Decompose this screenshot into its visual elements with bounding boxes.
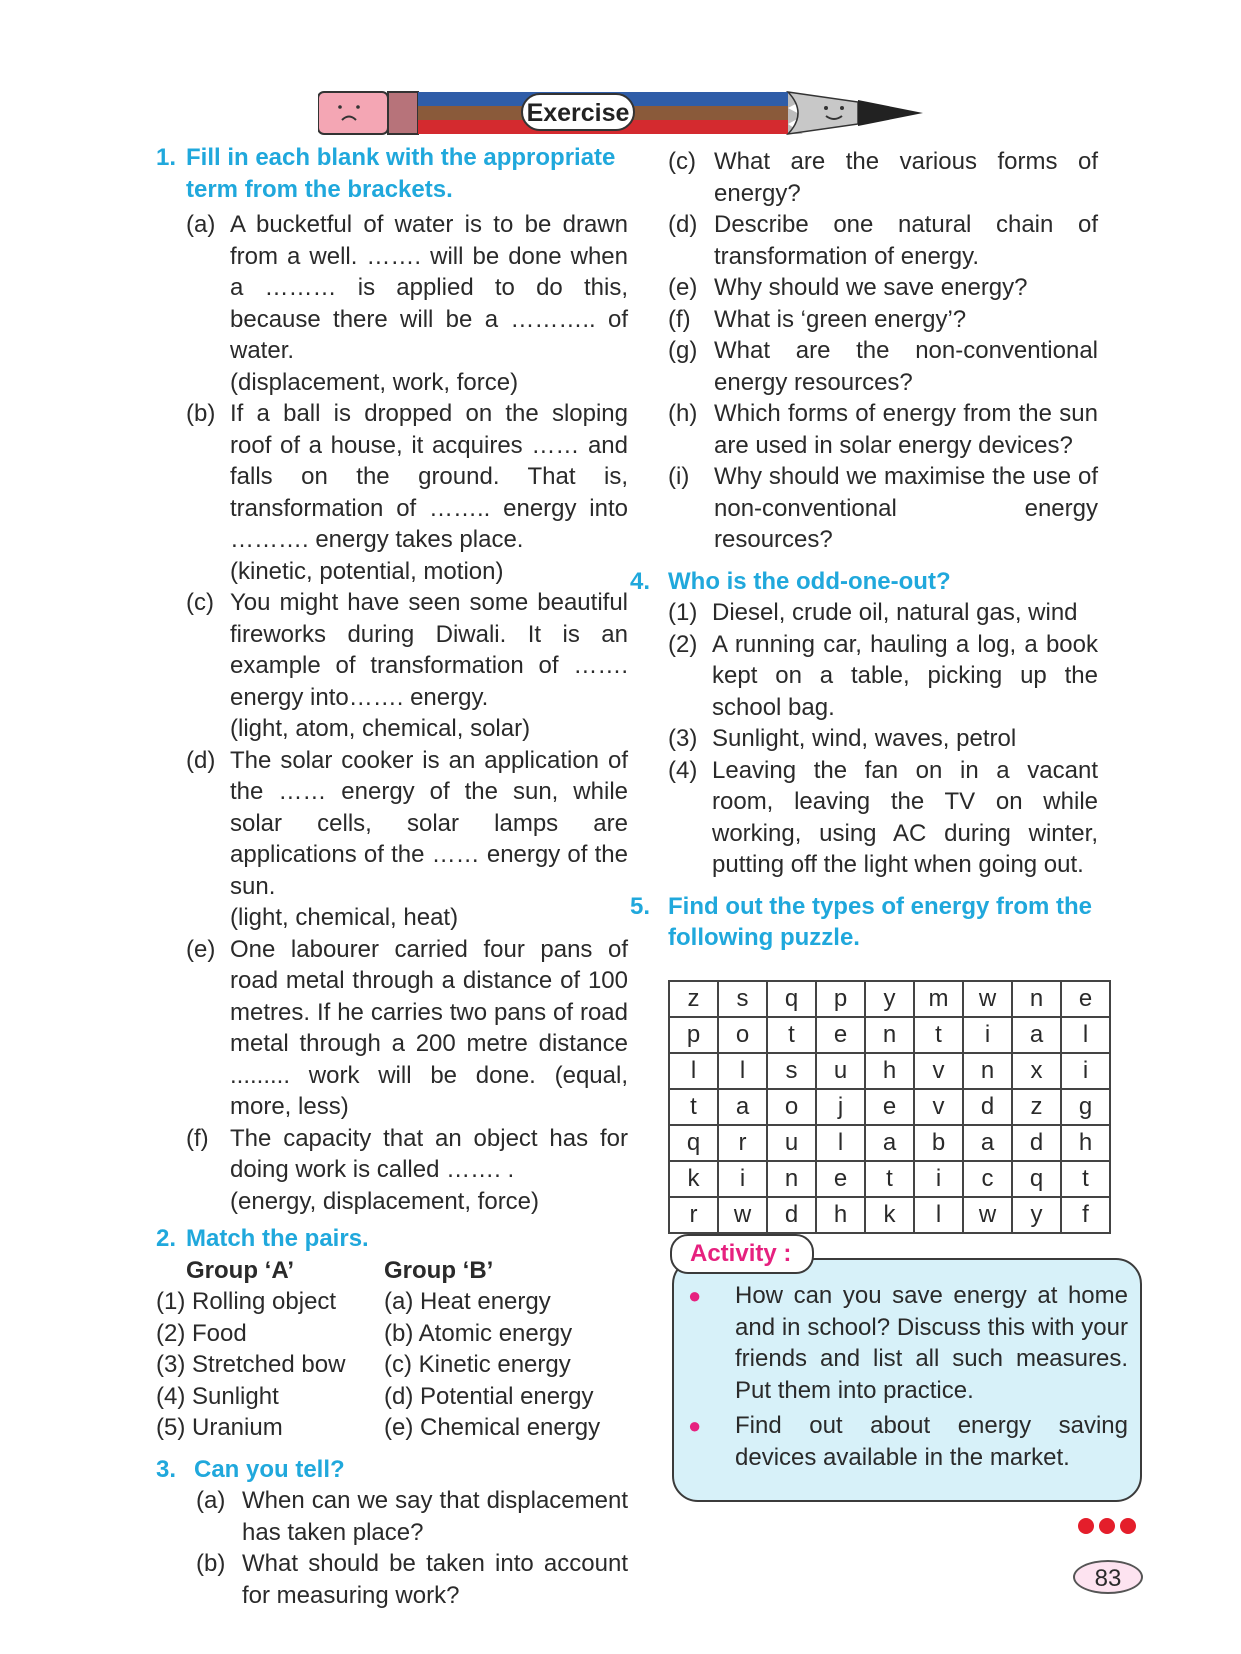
item-text: A bucketful of water is to be drawn from a well. ……. will be done when a ……… is applied to do this, because there will be a ……….. of water. (230, 211, 628, 364)
puzzle-row (669, 1017, 1110, 1053)
puzzle-cell: e (816, 1161, 865, 1197)
question-1-item (186, 1123, 628, 1218)
pencil-header-graphic (318, 88, 990, 138)
item-body (230, 934, 628, 1123)
item-label: (c) (186, 589, 214, 616)
question-3-item (668, 304, 1098, 336)
activity-item (688, 1280, 1128, 1406)
puzzle-cell: a (718, 1089, 767, 1125)
question-3-item (196, 1548, 628, 1611)
puzzle-cell: e (1061, 981, 1110, 1017)
puzzle-cell: l (816, 1125, 865, 1161)
item-text: Why should we maximise the use of non-conventional energy resources? (714, 463, 1098, 553)
item-text: Sunlight, wind, waves, petrol (712, 725, 1017, 752)
puzzle-row (669, 1161, 1110, 1197)
puzzle-cell: g (1061, 1089, 1110, 1125)
puzzle-cell: u (816, 1053, 865, 1089)
puzzle-cell: h (816, 1197, 865, 1233)
activity-text: How can you save energy at home and in school? Discuss this with your friends and list all such measures. Put them into practice. (735, 1282, 1128, 1404)
puzzle-cell: s (767, 1053, 816, 1089)
puzzle-cell: l (718, 1053, 767, 1089)
question-3-heading: 3. Can you tell? (156, 1455, 345, 1483)
exercise-title: Exercise (526, 99, 630, 127)
puzzle-cell: a (963, 1125, 1012, 1161)
question-5-heading: 5. Find out the types of energy from the following puzzle. (630, 892, 1093, 951)
puzzle-cell: v (914, 1089, 963, 1125)
puzzle-cell: i (718, 1161, 767, 1197)
activity-text: Find out about energy saving devices available in the market. (735, 1412, 1128, 1471)
group-a-header: Group ‘A’ (186, 1256, 294, 1284)
item-body (230, 398, 628, 587)
group-b-item: (e) Chemical energy (384, 1414, 601, 1441)
question-4-items (668, 597, 1098, 881)
item-body (230, 209, 628, 398)
puzzle-cell: x (1012, 1053, 1061, 1089)
puzzle-cell: n (767, 1161, 816, 1197)
puzzle-cell: t (767, 1017, 816, 1053)
word-puzzle-grid (668, 980, 1111, 1234)
group-b-item: (d) Potential energy (384, 1382, 594, 1410)
puzzle-cell: l (669, 1053, 718, 1089)
puzzle-cell: r (718, 1125, 767, 1161)
puzzle-cell: d (1012, 1125, 1061, 1161)
question-4-item (668, 755, 1098, 881)
puzzle-cell: z (1012, 1089, 1061, 1125)
puzzle-cell: w (963, 1197, 1012, 1233)
item-label: (a) (186, 211, 216, 238)
puzzle-cell: m (914, 981, 963, 1017)
puzzle-cell: i (914, 1161, 963, 1197)
puzzle-cell: t (669, 1089, 718, 1125)
dot-icon (1099, 1518, 1115, 1534)
puzzle-cell: l (914, 1197, 963, 1233)
item-options: (kinetic, potential, motion) (230, 557, 504, 585)
puzzle-cell: t (865, 1161, 914, 1197)
question-4-item (668, 723, 1098, 755)
puzzle-cell: t (914, 1017, 963, 1053)
item-label: (3) (668, 725, 698, 752)
left-column (156, 142, 628, 1611)
group-a-item: (4) Sunlight (156, 1382, 279, 1410)
puzzle-row (669, 1125, 1110, 1161)
question-3-items-left (196, 1485, 628, 1611)
item-body (230, 587, 628, 745)
puzzle-cell: q (1012, 1161, 1061, 1197)
item-label: (f) (668, 305, 691, 333)
group-b-header: Group ‘B’ (384, 1256, 494, 1284)
group-b-item: (b) Atomic energy (384, 1319, 573, 1347)
bullet-icon: ● (688, 1413, 702, 1438)
puzzle-cell: q (767, 981, 816, 1017)
question-2-heading: 2. Match the pairs. (156, 1225, 369, 1252)
item-label: (2) (668, 630, 698, 658)
item-text: What are the various forms of energy? (714, 148, 1098, 207)
item-options: (light, chemical, heat) (230, 904, 459, 931)
puzzle-cell: e (816, 1017, 865, 1053)
puzzle-row (669, 1089, 1110, 1125)
puzzle-cell: w (718, 1197, 767, 1233)
question-1-item (186, 398, 628, 587)
question-3-item (668, 335, 1098, 398)
question-1-item (186, 934, 628, 1123)
item-options: (light, atom, chemical, solar) (230, 715, 531, 742)
question-3-item (668, 146, 1098, 209)
puzzle-cell: l (1061, 1017, 1110, 1053)
puzzle-cell: p (669, 1017, 718, 1053)
puzzle-cell: r (669, 1197, 718, 1233)
puzzle-cell: b (914, 1125, 963, 1161)
puzzle-cell: v (914, 1053, 963, 1089)
puzzle-cell: t (1061, 1161, 1110, 1197)
group-a-item: (3) Stretched bow (156, 1351, 346, 1378)
item-label: (a) (196, 1487, 226, 1514)
puzzle-cell: z (669, 981, 718, 1017)
item-text: The solar cooker is an application of the …… energy of the sun, while solar cells, solar lamps are applications of the …… energy of the sun. (230, 746, 628, 900)
item-text: Why should we save energy? (714, 274, 1028, 301)
puzzle-cell: a (865, 1125, 914, 1161)
bullet-icon: ● (688, 1283, 702, 1308)
puzzle-cell: c (963, 1161, 1012, 1197)
puzzle-cell: n (865, 1017, 914, 1053)
puzzle-row (669, 1053, 1110, 1089)
item-text: One labourer carried four pans of road metal through a distance of 100 metres. If he carries two pans of road metal through a 200 metre distance ......... work will be done. (equal, more, less) (230, 935, 628, 1120)
puzzle-row (669, 1197, 1110, 1233)
activity-title: Activity : (670, 1234, 814, 1274)
item-text: What is ‘green energy’? (714, 305, 967, 333)
puzzle-cell: f (1061, 1197, 1110, 1233)
question-1-item (186, 587, 628, 745)
group-b-item: (a) Heat energy (384, 1288, 551, 1315)
page-number: 83 (1073, 1560, 1143, 1594)
puzzle-cell: o (767, 1089, 816, 1125)
item-text: What are the non-conventional energy resources? (714, 337, 1098, 396)
decorative-dots (1078, 1518, 1136, 1534)
group-a-item: (1) Rolling object (156, 1288, 337, 1315)
puzzle-cell: w (963, 981, 1012, 1017)
item-label: (e) (668, 274, 698, 301)
puzzle-cell: d (963, 1089, 1012, 1125)
question-1-item (186, 745, 628, 934)
item-text: Which forms of energy from the sun are used in solar energy devices? (714, 400, 1098, 459)
item-label: (f) (186, 1124, 209, 1152)
puzzle-cell: s (718, 981, 767, 1017)
item-label: (1) (668, 599, 698, 626)
question-1-items (186, 209, 628, 1217)
question-3-item (668, 272, 1098, 304)
puzzle-cell: y (865, 981, 914, 1017)
item-text: A running car, hauling a log, a book kept on a table, picking up the school bag. (712, 630, 1098, 721)
puzzle-cell: h (865, 1053, 914, 1089)
item-label: (g) (668, 337, 698, 364)
item-body (230, 1123, 628, 1218)
puzzle-cell: y (1012, 1197, 1061, 1233)
question-1-heading: 1. Fill in each blank with the appropriate term from the brackets. (156, 144, 616, 203)
group-a-item: (2) Food (156, 1319, 247, 1347)
item-label: (b) (186, 400, 216, 427)
puzzle-cell: k (669, 1161, 718, 1197)
puzzle-cell: o (718, 1017, 767, 1053)
question-3-item (668, 461, 1098, 556)
item-options: (energy, displacement, force) (230, 1187, 540, 1215)
group-a-item: (5) Uranium (156, 1414, 283, 1441)
puzzle-cell: i (963, 1017, 1012, 1053)
puzzle-cell: k (865, 1197, 914, 1233)
puzzle-cell: n (963, 1053, 1012, 1089)
puzzle-cell: j (816, 1089, 865, 1125)
group-b-item: (c) Kinetic energy (384, 1351, 571, 1378)
question-4-heading: 4. Who is the odd-one-out? (630, 567, 951, 595)
question-3-item (668, 209, 1098, 272)
item-text: When can we say that displacement has taken place? (242, 1487, 628, 1546)
puzzle-row (669, 981, 1110, 1017)
puzzle-cell: e (865, 1089, 914, 1125)
question-4-item (668, 597, 1098, 629)
dot-icon (1120, 1518, 1136, 1534)
item-label: (e) (186, 935, 216, 963)
item-label: (i) (668, 463, 690, 490)
puzzle-cell: u (767, 1125, 816, 1161)
item-body (230, 745, 628, 934)
puzzle-cell: q (669, 1125, 718, 1161)
activity-list (688, 1280, 1128, 1477)
puzzle-cell: a (1012, 1017, 1061, 1053)
puzzle-cell: p (816, 981, 865, 1017)
item-label: (4) (668, 756, 698, 784)
question-3-item (668, 398, 1098, 461)
dot-icon (1078, 1518, 1094, 1534)
item-text: Diesel, crude oil, natural gas, wind (712, 599, 1078, 626)
item-text: Leaving the fan on in a vacant room, leaving the TV on while working, using AC during winter, putting off the light when going out. (712, 756, 1098, 878)
item-label: (d) (668, 211, 698, 238)
item-text: The capacity that an object has for doing work is called ……. . (230, 1124, 628, 1183)
item-text: If a ball is dropped on the sloping roof of a house, it acquires …… and falls on the ground. That is, transformation of …….. energy into ………. energy takes place. (230, 400, 628, 553)
item-text: Describe one natural chain of transformation of energy. (714, 211, 1098, 270)
question-4-item (668, 629, 1098, 724)
question-3-items-right (668, 146, 1098, 556)
puzzle-cell: h (1061, 1125, 1110, 1161)
item-options: (displacement, work, force) (230, 368, 519, 396)
right-column (630, 146, 1148, 1234)
item-label: (d) (186, 746, 216, 774)
puzzle-cell: d (767, 1197, 816, 1233)
puzzle-cell: n (1012, 981, 1061, 1017)
match-pairs-table (156, 1255, 628, 1444)
item-label: (b) (196, 1550, 226, 1577)
item-label: (c) (668, 148, 696, 175)
item-text: What should be taken into account for measuring work? (242, 1550, 628, 1609)
item-text: You might have seen some beautiful fireworks during Diwali. It is an example of transformation of ……. energy into……. energy. (230, 589, 628, 711)
question-1-item (186, 209, 628, 398)
question-3-item (196, 1485, 628, 1548)
puzzle-cell: i (1061, 1053, 1110, 1089)
item-label: (h) (668, 400, 698, 427)
activity-item (688, 1410, 1128, 1473)
